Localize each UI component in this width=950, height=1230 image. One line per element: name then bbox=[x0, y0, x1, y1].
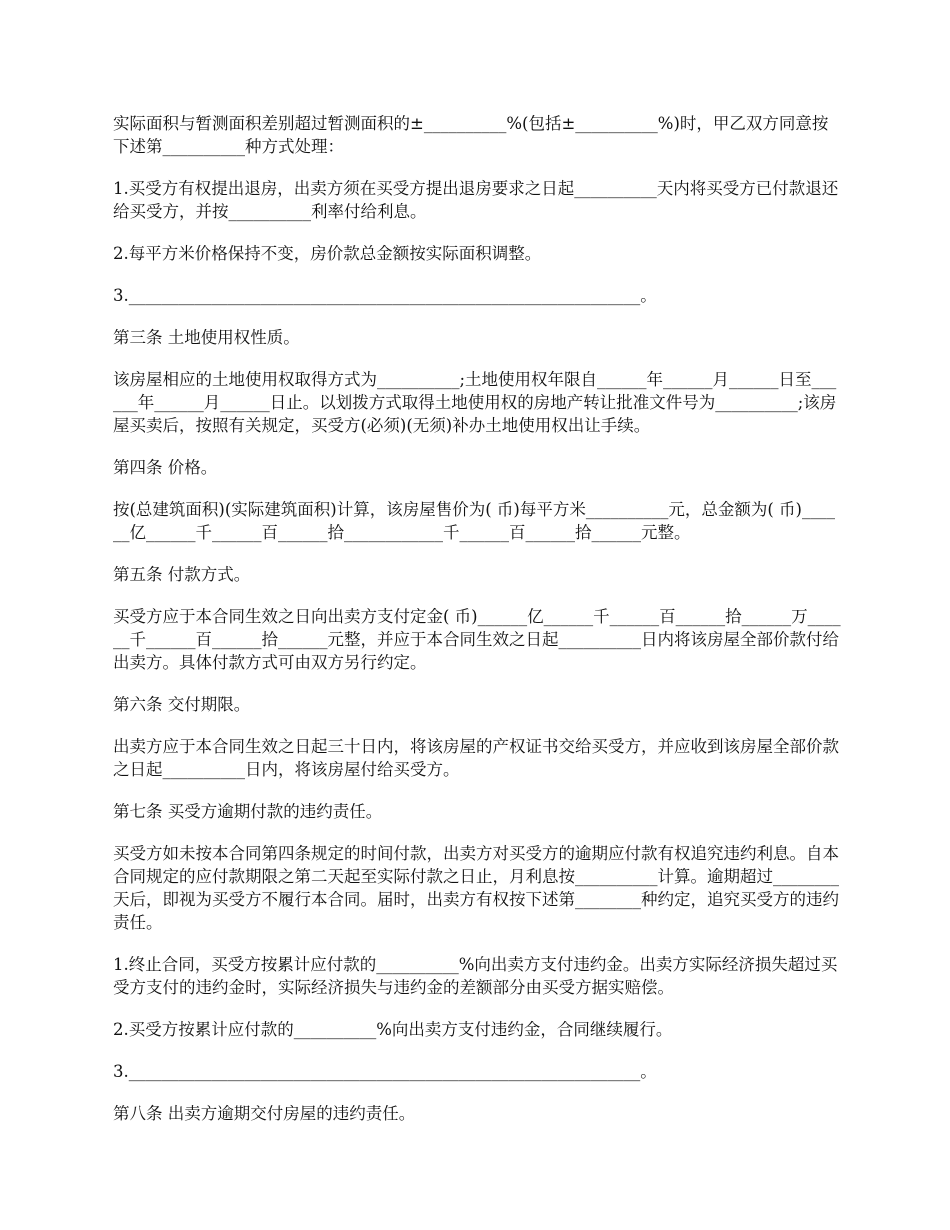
paragraph-area-difference: 实际面积与暂测面积差别超过暂测面积的±__________%(包括±__________%)时，甲乙双方同意按下述第__________种方式处理： bbox=[113, 114, 829, 156]
paragraph-option-2-adjust: 2.每平方米价格保持不变，房价款总金额按实际面积调整。 bbox=[113, 244, 542, 263]
paragraph-late-option-2: 2.买受方按累计应付款的__________%向出卖方支付违约金，合同继续履行。 bbox=[113, 1020, 673, 1039]
paragraph-payment-method: 买受方应于本合同生效之日向出卖方支付定金( 币)______亿______千______百______拾______万______千______百______拾______元整，并应于本合同生效之日起__________日内将该房屋全部价款付给出卖方。具体付款方式可由双方另行约定。 bbox=[113, 607, 841, 672]
article-4-heading: 第四条 价格。 bbox=[113, 458, 218, 477]
paragraph-price: 按(总建筑面积)(实际建筑面积)计算，该房屋售价为( 币)每平方米__________元，总金额为( 币)______亿______千______百______拾____________千______百______拾______元整。 bbox=[113, 500, 835, 542]
article-3-heading: 第三条 土地使用权性质。 bbox=[113, 328, 300, 347]
paragraph-land-use-right: 该房屋相应的土地使用权取得方式为__________;土地使用权年限自______年______月______日至______年______月______日止。以划拨方式取得土地使用权的房地产转让批准文件号为__________;该房屋买卖后，按照有关规定，买受方(必须)(无须)补办土地使用权出让手续。 bbox=[113, 370, 837, 435]
paragraph-late-option-3: 3.______________________________________________________________。 bbox=[113, 1062, 657, 1081]
article-7-heading: 第七条 买受方逾期付款的违约责任。 bbox=[113, 802, 383, 821]
paragraph-late-payment: 买受方如未按本合同第四条规定的时间付款，出卖方对买受方的逾期应付款有权追究违约利息。自本合同规定的应付款期限之第二天起至实际付款之日止，月利息按__________计算。逾期超过________天后，即视为买受方不履行本合同。届时，出卖方有权按下述第________种约定，追究买受方的违约责任。 bbox=[113, 844, 839, 932]
article-6-heading: 第六条 交付期限。 bbox=[113, 695, 251, 714]
article-5-heading: 第五条 付款方式。 bbox=[113, 565, 251, 584]
paragraph-option-1-refund: 1.买受方有权提出退房，出卖方须在买受方提出退房要求之日起__________天内将买受方已付款退还给买受方，并按__________利率付给利息。 bbox=[113, 179, 839, 221]
document-body bbox=[113, 112, 843, 1144]
paragraph-delivery-period: 出卖方应于本合同生效之日起三十日内，将该房屋的产权证书交给买受方，并应收到该房屋全部价款之日起__________日内，将该房屋付给买受方。 bbox=[113, 737, 839, 779]
article-8-heading: 第八条 出卖方逾期交付房屋的违约责任。 bbox=[113, 1104, 416, 1123]
paragraph-late-option-1: 1.终止合同，买受方按累计应付款的__________%向出卖方支付违约金。出卖方实际经济损失超过买受方支付的违约金时，实际经济损失与违约金的差额部分由买受方据实赔偿。 bbox=[113, 955, 838, 997]
paragraph-option-3-blank: 3.______________________________________________________________。 bbox=[113, 286, 657, 305]
